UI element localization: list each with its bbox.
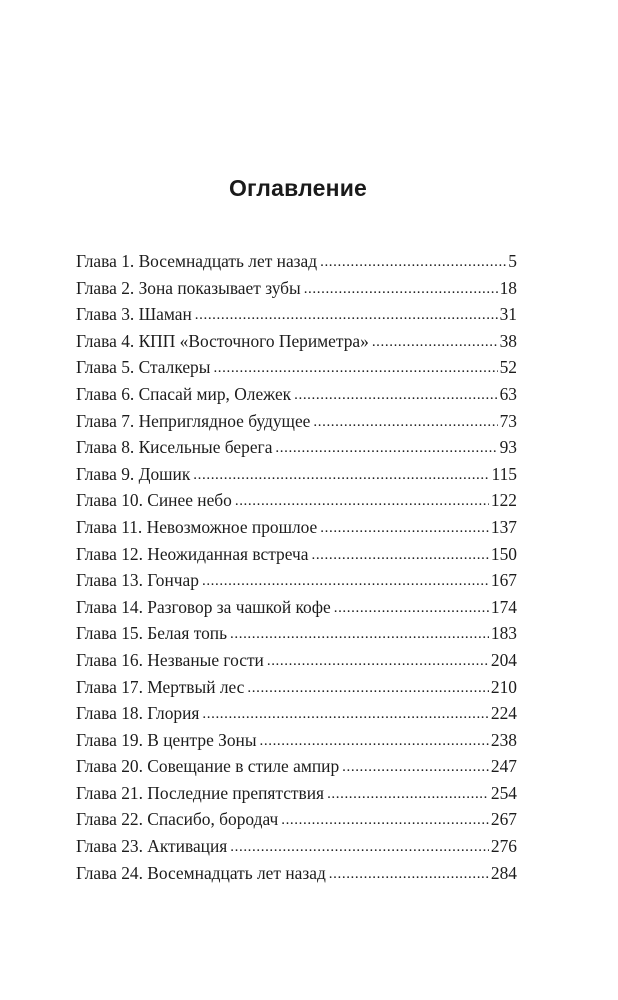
toc-entry-title: Глава 12. Неожиданная встреча — [76, 543, 309, 564]
toc-dot-leader — [202, 699, 489, 728]
toc-dot-leader — [313, 407, 497, 436]
toc-entry-page-number: 73 — [499, 410, 517, 431]
toc-dot-leader — [202, 566, 489, 595]
toc-entry-title: Глава 1. Восемнадцать лет назад — [76, 251, 318, 271]
toc-entry-title: Глава 21. Последние препятствия — [76, 782, 325, 803]
toc-dot-leader — [260, 726, 489, 755]
toc-entry-page-number: 210 — [490, 676, 517, 697]
toc-dot-leader — [230, 619, 489, 648]
toc-dot-leader — [304, 274, 498, 303]
toc-entry-title: Глава 2. Зона показывает зубы — [76, 277, 301, 298]
toc-dot-leader — [247, 673, 489, 702]
toc-dot-leader — [267, 646, 489, 675]
toc-dot-leader — [281, 805, 489, 834]
toc-entry-page-number: 31 — [499, 304, 517, 325]
toc-entry — [76, 328, 517, 355]
toc-entry-page-number: 204 — [490, 649, 517, 670]
toc-entry — [76, 647, 517, 674]
toc-entry — [76, 780, 517, 807]
toc-dot-leader — [329, 859, 489, 888]
toc-entry-page-number: 93 — [499, 437, 517, 458]
toc-entry-page-number: 167 — [490, 570, 517, 591]
toc-entry — [76, 727, 517, 754]
toc-entry-title: Глава 9. Дошик — [76, 463, 191, 484]
toc-entry — [76, 860, 517, 887]
toc-entry — [76, 674, 517, 701]
toc-entry — [76, 275, 517, 302]
toc-entry — [76, 541, 517, 568]
toc-entry-title: Глава 3. Шаман — [76, 304, 192, 325]
toc-entry-page-number: 150 — [490, 543, 517, 564]
toc-entry-title: Глава 19. В центре Зоны — [76, 729, 257, 750]
toc-entry-title: Глава 23. Активация — [76, 836, 228, 857]
toc-entry — [76, 408, 517, 435]
toc-dot-leader — [195, 300, 498, 329]
toc-entry — [76, 461, 517, 488]
toc-entry-title: Глава 13. Гончар — [76, 570, 199, 591]
toc-entry-page-number: 174 — [490, 596, 517, 617]
toc-dot-leader — [334, 593, 489, 622]
toc-entry — [76, 487, 517, 514]
toc-dot-leader — [230, 832, 489, 861]
toc-entry-title: Глава 10. Синее небо — [76, 490, 232, 511]
toc-entry — [76, 248, 517, 275]
toc-entry-title: Глава 24. Восемнадцать лет назад — [76, 862, 326, 883]
toc-dot-leader — [320, 247, 506, 276]
toc-entry-page-number: 247 — [490, 756, 517, 777]
toc-entry-page-number: 137 — [490, 516, 517, 537]
toc-entry — [76, 381, 517, 408]
toc-entry — [76, 833, 517, 860]
toc-dot-leader — [193, 460, 489, 489]
toc-entry-title: Глава 15. Белая топь — [76, 623, 228, 644]
toc-entry-title: Глава 6. Спасай мир, Олежек — [76, 383, 292, 404]
toc-entry-page-number: 63 — [499, 383, 517, 404]
toc-entry-title: Глава 7. Неприглядное будущее — [76, 410, 311, 431]
toc-entry-page-number: 18 — [499, 277, 517, 298]
toc-entry-title: Глава 14. Разговор за чашкой кофе — [76, 596, 331, 617]
toc-dot-leader — [235, 486, 489, 515]
toc-entry-page-number: 267 — [490, 809, 517, 830]
toc-dot-leader — [372, 327, 498, 356]
table-of-contents — [76, 248, 517, 886]
toc-entry — [76, 514, 517, 541]
toc-entry — [76, 806, 517, 833]
page-title: Оглавление — [228, 175, 368, 202]
toc-entry-page-number: 238 — [490, 729, 517, 750]
toc-entry — [76, 753, 517, 780]
toc-entry — [76, 620, 517, 647]
toc-entry-page-number: 254 — [490, 782, 517, 803]
toc-entry-title: Глава 17. Мертвый лес — [76, 676, 245, 697]
toc-entry-title: Глава 11. Невозможное прошлое — [76, 516, 318, 537]
toc-dot-leader — [275, 433, 497, 462]
toc-dot-leader — [327, 779, 489, 808]
toc-entry — [76, 354, 517, 381]
toc-entry-title: Глава 16. Незваные гости — [76, 649, 264, 670]
toc-entry-page-number: 224 — [490, 703, 517, 724]
toc-dot-leader — [213, 353, 497, 382]
toc-entry-page-number: 276 — [490, 836, 517, 857]
toc-entry-title: Глава 8. Кисельные берега — [76, 437, 273, 458]
toc-entry — [76, 434, 517, 461]
toc-entry-title: Глава 4. КПП «Восточного Периметра» — [76, 330, 369, 351]
toc-entry-title: Глава 22. Спасибо, бородач — [76, 809, 279, 830]
toc-entry-page-number: 284 — [490, 862, 517, 883]
toc-entry-page-number: 183 — [490, 623, 517, 644]
toc-entry-page-number: 115 — [491, 463, 517, 484]
toc-dot-leader — [311, 540, 488, 569]
toc-entry-title: Глава 18. Глория — [76, 703, 200, 724]
toc-entry — [76, 700, 517, 727]
toc-entry-title: Глава 20. Совещание в стиле ампир — [76, 756, 340, 777]
toc-dot-leader — [342, 752, 489, 781]
toc-entry — [76, 567, 517, 594]
toc-entry-page-number: 122 — [490, 490, 517, 511]
toc-entry-page-number: 5 — [508, 251, 517, 271]
toc-dot-leader — [294, 380, 497, 409]
toc-entry — [76, 301, 517, 328]
toc-entry-page-number: 38 — [499, 330, 517, 351]
toc-entry — [76, 594, 517, 621]
toc-entry-title: Глава 5. Сталкеры — [76, 357, 211, 378]
toc-dot-leader — [320, 513, 489, 542]
toc-entry-page-number: 52 — [499, 357, 517, 378]
